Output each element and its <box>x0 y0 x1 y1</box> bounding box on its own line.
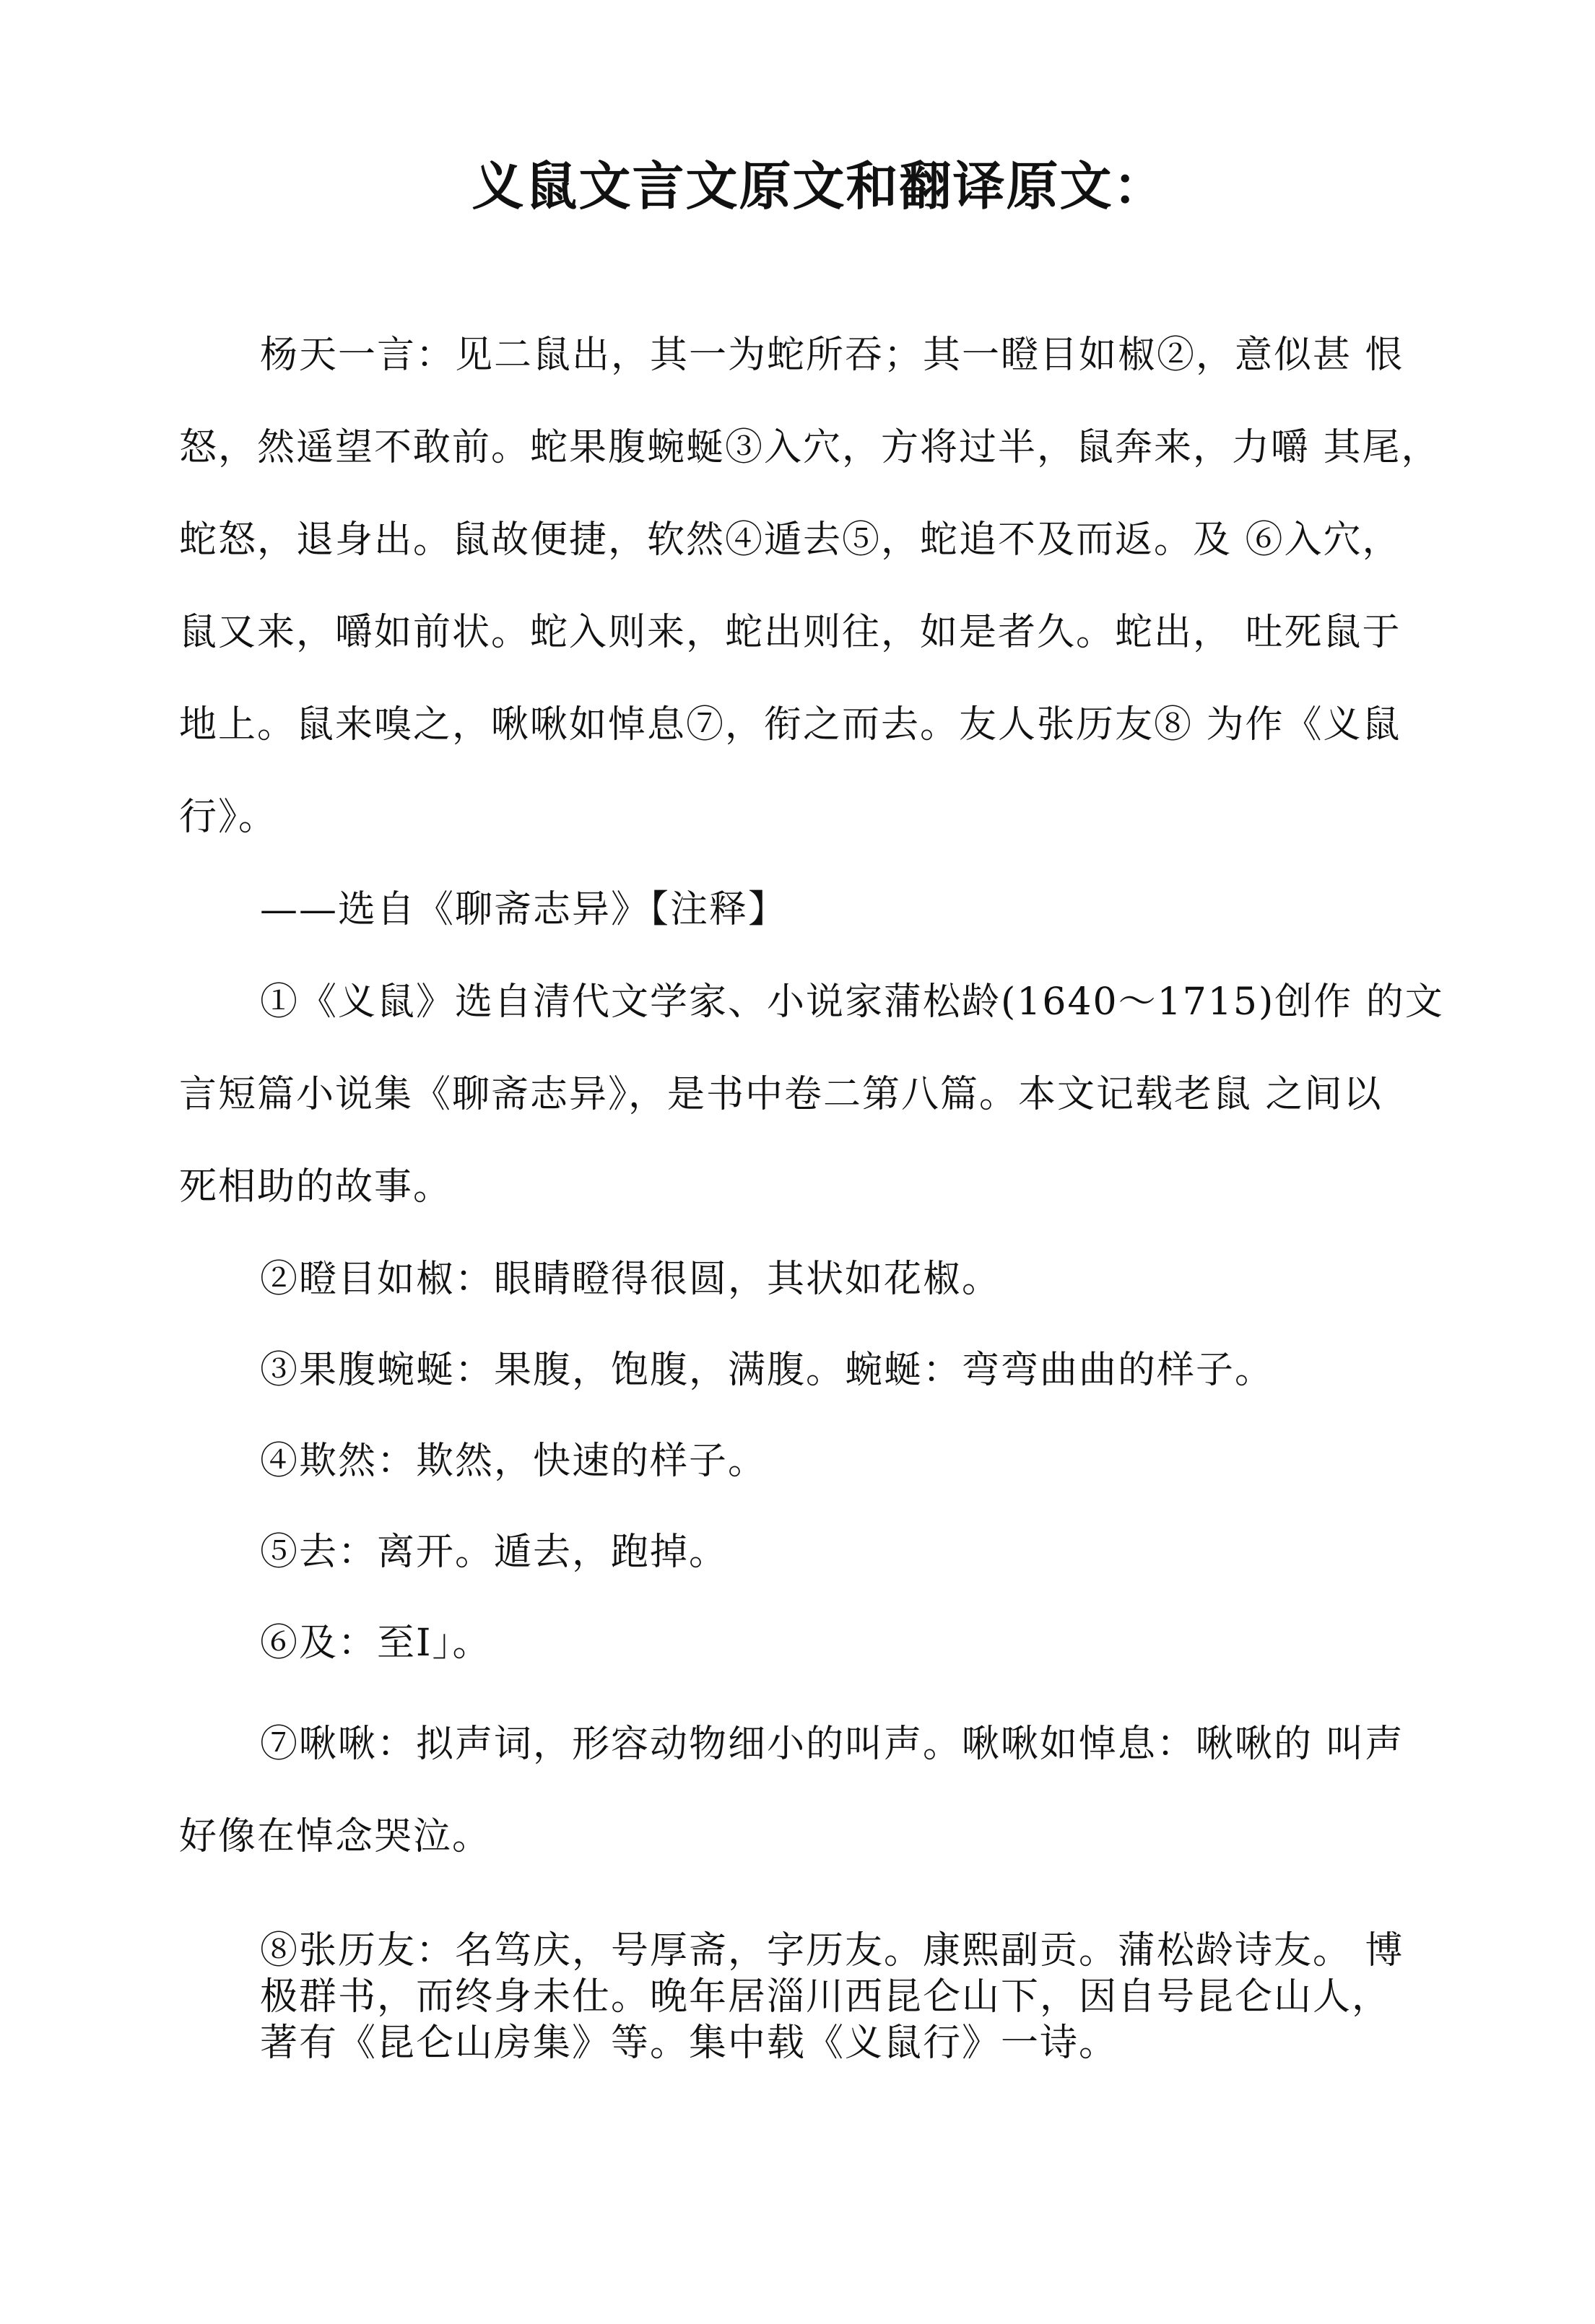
note-line: 好像在悼念哭泣。 <box>179 1815 492 1858</box>
note-line: 死相助的故事。 <box>179 1165 453 1209</box>
text-line: 行》。 <box>179 796 278 839</box>
text-line: 地上。鼠来嗅之，啾啾如悼息⑦，衔之而去。友人张历友⑧ 为作《义鼠 <box>179 703 1401 747</box>
note-line: 言短篇小说集《聊斋志异》，是书中卷二第八篇。本文记载老鼠 之间以 <box>179 1073 1383 1116</box>
note-line: ⑦啾啾：拟声词，形容动物细小的叫声。啾啾如悼息：啾啾的 叫声 <box>260 1723 1404 1766</box>
note-line: 极群书，而终身未仕。晚年居淄川西昆仑山下，因自号昆仑山人， <box>260 1975 1391 2019</box>
note-line: ②瞪目如椒：眼睛瞪得很圆，其状如花椒。 <box>260 1258 1001 1301</box>
source-line: ——选自《聊斋志异》【注释】 <box>260 888 788 931</box>
text-line: 怒，然遥望不敢前。蛇果腹蜿蜒③入穴，方将过半，鼠奔来，力嚼 其尾， <box>179 426 1440 469</box>
note-line: 著有《昆仑山房集》等。集中载《义鼠行》一诗。 <box>260 2021 1118 2065</box>
text-line: 蛇怒，退身出。鼠故便捷，软然④遁去⑤，蛇追不及而返。及 ⑥入穴， <box>179 518 1401 562</box>
text-line: 鼠又来，嚼如前状。蛇入则来，蛇出则往，如是者久。蛇出， 吐死鼠于 <box>179 611 1401 654</box>
note-line: ③果腹蜿蜒：果腹，饱腹，满腹。蜿蜒：弯弯曲曲的样子。 <box>260 1349 1274 1392</box>
note-line: ④欺然：欺然，快速的样子。 <box>260 1440 768 1483</box>
text-line: 杨天一言：见二鼠出，其一为蛇所吞；其一瞪目如椒②，意似甚 恨 <box>260 334 1404 377</box>
note-line: ⑤去：离开。遁去，跑掉。 <box>260 1531 729 1574</box>
note-line: ⑥及：至I」。 <box>260 1622 492 1665</box>
note-line: ⑧张历友：名笃庆，号厚斋，字历友。康熙副贡。蒲松龄诗友。 博 <box>260 1929 1404 1972</box>
page-title: 义鼠文言文原文和翻译原文： <box>471 156 1167 217</box>
note-line: ①《义鼠》选自清代文学家、小说家蒲松龄(1640〜1715)创作 的文 <box>260 980 1444 1024</box>
